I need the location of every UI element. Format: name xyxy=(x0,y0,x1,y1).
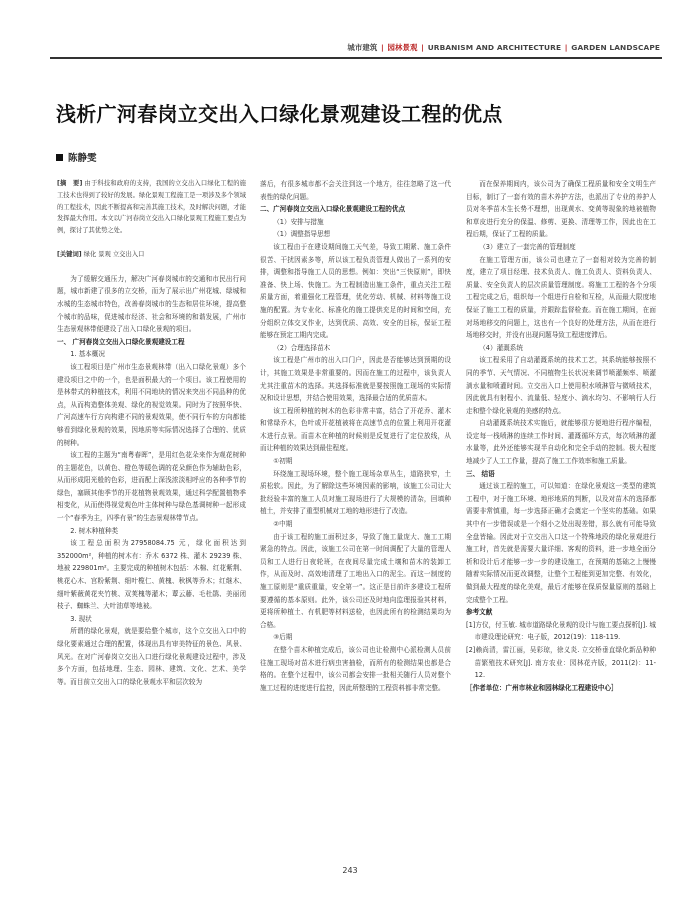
abstract xyxy=(57,178,246,237)
paragraph: 该工程总面积为27958084.75 元，绿化面积达到 352000m²，种植的树木有：乔木 6372 株、灌木 29239 株、地被 229801m²。主要完成的种植树木包括：木棉、红花紫荆、桃花心木、宫粉紫荆、细叶榄仁、黄槐、秋枫等乔木；红继木、细叶紫薇黄花夹竹桃、双荚槐等灌木；蕈云藤、毛杜鹃、美丽闭枝子、蜘蛛兰、大叶油草等地被。 xyxy=(57,539,246,611)
subheading: 1. 基本概况 xyxy=(70,350,105,359)
column-1 xyxy=(57,178,246,688)
subheading: ②中期 xyxy=(273,520,293,529)
subheading: 2. 树木种植种类 xyxy=(70,526,119,535)
paragraph: 自动灌溉系统技术实施后，就能够很方便地进行程序编程，设定每一栈喷淋的连续工作时间、灌溉循环方式，每次喷淋的灌水量等，此外还能够实现半自动化和完全手动的控制。极大程度地减少了人工工作量，提高了施工工作效率和施工质量。 xyxy=(466,419,656,466)
subheading: 3. 现状 xyxy=(70,614,92,623)
keywords-text: 绿化 景观 立交出入口 xyxy=(83,250,145,258)
paragraph: 而在保养期间内，该公司为了确保工程质量和安全文明生产目标，制订了一套有效的苗木养护方法，也派出了专业的养护人员对冬季苗木生长势不理想，出现黄水、变黄等现象的地被植物和草皮进行充分的保温、修剪、更换、清理等工作，因此也在工程后期，保证了工程的质量。 xyxy=(466,180,656,239)
paragraph: 在整个苗木种植完成后，该公司也让检测中心派检测人员前往施工现场对苗木进行病虫害抽检，而所有的检测结果也都是合格的。在整个过程中，该公司都会安排一批相关随行人员对整个施工过程的进度进行监控，因此所整理的工程资料都非常完整。 xyxy=(260,645,451,692)
paragraph: 通过该工程的施工，可以知道：在绿化景观这一类型的建筑工程中，对于施工环境、地形地质的判断，以及对苗木的选择都需要非常慎重，每一步选择正确才会奠定一个坚实的基础。如果其中有一步错误或是一个细小之处出现差错，那么就有可能导致全盘皆输。因此对于立交出入口这一个特殊地段的绿化景观进行施工时，首先就是需要大量详细、客观的资料，进一步地全面分析和设计后才能够一步一步的建设施工，在预期的基础之上慢慢随着实际情况而更改调整，让整个工程能到更加完整、有效化，做到最大程度的绿化美观，最后才能够在保质保量原则的基础上完成整个工程。 xyxy=(466,482,656,604)
article-title: 浅析广河春岗立交出入口绿化景观建设工程的优点 xyxy=(56,102,503,126)
author-name: 陈静雯 xyxy=(68,153,97,164)
abstract-tag: [摘 要] xyxy=(57,180,83,187)
reference-item: [1]方仪，付玉敏. 城市道路绿化景观的设计与施工要点探析[J]. 城市建设理论研究：电子版，2012(19)：118-119. xyxy=(466,620,656,642)
paragraph: 该工程项目是广州市生态景观林带（出入口绿化景观）多个建设项目之中的一个，也是面积最大的一个项目。该工程使用的是林带式的种植技术，利用不同地块的情况来突出不同品种的优点，从而构造整体美观、绿化的视觉效果。同时为了按照华快、广河高速车行方向构建不同的景观效果，使不同行车的方向都能够看到绿化景观的效果，因地质等实际情况选择了合理的、优质的树种。 xyxy=(57,362,246,447)
paragraph: 所谓的绿化景观，就是要给整个城市，这个立交出入口中的绿化要素通过合理的配置，体现出具有审美特征的景色、风景、风光。在对广河春岗立交出入口进行绿化景观建设过程中，涉及多个方面，包括地理、生态、园林、建筑、文化、艺术、美学等。而目前立交出入口的绿化景观水平和层次较为 xyxy=(57,627,246,686)
subheading: （1）调整指导思想 xyxy=(273,230,331,239)
subheading: ③后期 xyxy=(273,633,293,642)
intro-paragraph: 为了缓解交通压力，解决广河春岗城市的交通和市民出行问题，城市新建了很多的立交桥，而为了展示出广州花城、绿城和水城的生态城市特色，改善春岗城市的生态和居住环境，提高整个城市的品味，促进城市经济、社会和环境的和谐发展，广州市生态景观林带便建设了出入口绿化景观的项目。 xyxy=(57,274,246,334)
paragraph: 环绕施工现场环境，整个施工现场杂草丛生，道路狭窄，土质松软。因此，为了解除这些环境因素的影响，该施工公司让大批经验丰富的施工人员对施工现场进行了大规模的清杂，回填种植土，并安排了重型机械对工地的地形进行了改造。 xyxy=(260,469,451,516)
subheading: （2）合理选择苗木 xyxy=(273,343,331,352)
header-separator: | xyxy=(564,43,568,52)
paragraph: 该工程的主题为“南粤春晖”，是用红色花朵来作为观花树种的主题花色，以黄色、橙色等暖色调的花朵颜色作为辅助色彩，从而形成阳光般的色彩，进而配上深浅浓淡相呼应的各种季节的绿色，塞顾其他季节的开花植物景观效果，通过科学配置植物季相变化，从而使得视觉观色叶主体树种与绿色基调树种一起形成一个“春季为主，四季有景”的生态景观林带节点。 xyxy=(57,451,246,523)
author-line xyxy=(56,150,97,164)
paragraph: 由于该工程的施工面积过多，导致了施工量庞大、施工工期紧急的特点。因此，该施工公司在第一时间调配了大量的管理人员和工人进行日夜轮班，在夜间尽量完成土壤和苗木的装卸工作，从而及时、高效地清理了工地出入口的泥尘。而这一制度的施工原则是“重质重量，安全第一”。这正是目前许多建设工程所要遵循的基本原则。此外，该公司还及时地向监理报验其材料，更将所种植土、有机肥等材料送检，也因此所有的检测结果均为合格。 xyxy=(260,532,451,629)
header-rule xyxy=(50,57,662,59)
paragraph: 该工程是广州市的出入口门户，因此是否能够达到预期的设计，其施工效果是非常重要的。因而在施工的过程中，该负责人尤其注重苗木的选择。其选择标准就是要按照施工现场的实际情况和设计思想，并结合使用效果，选择最合适的优质苗木。 xyxy=(260,356,451,403)
paragraph: 该工程采用了自动灌溉系统的技术工艺，其系统能够按照不同的季节、天气情况、不同植物生长状况来调节喷灌频率、喷灌淌水量和喷灌时间。立交出入口上使用积水喷淋管与微喷技术，因此就具有射程小、流量低、轻度小、滴水均匀、不影响行人行走和整个绿化景观的美感的特点。 xyxy=(466,356,656,415)
running-header xyxy=(347,42,660,53)
section-heading-1: 一、 广河春岗立交出入口绿化景观建设工程 xyxy=(57,337,185,346)
paragraph: 该工程由于在建设期间施工天气差，导致工期紧、施工条件很苦、干扰因素多等，所以该工程负责管理人做出了一系列的安排，调整和指导施工人员的思想。例如：突出“三快原则”，即快准备、快上场、快施工。为工程制造出施工条件，重点关注工程质量方面，着重强化工程管理，优化劳动、机械、材料等施工设施的配置。为专业化、标准化的施工提供充足的时间和空间，充分组织立体交叉作业，达到优质、高效、安全的目标，保证工程能够在预定工期内完成。 xyxy=(260,242,451,340)
header-cn-section: 城市建筑 xyxy=(347,43,378,52)
header-en-topic: GARDEN LANDSCAPE xyxy=(571,43,660,52)
paragraph: 落后，有很多城市都不会关注到这一个地方，往往忽略了这一代表性的绿化问题。 xyxy=(260,180,451,201)
keywords-tag: [关键词] xyxy=(57,250,82,258)
page-number: 243 xyxy=(342,866,358,875)
column-3 xyxy=(466,178,656,694)
header-en-text: URBANISM AND ARCHITECTURE xyxy=(427,43,562,52)
section-heading-3: 三、 结语 xyxy=(466,469,495,478)
subheading: （3）建立了一套完善的管理制度 xyxy=(479,242,576,251)
subheading: （4）灌溉系统 xyxy=(479,343,523,352)
paragraph: 在施工管理方面，该公司也建立了一套相对较为完善的制度，建立了项目经理、技术负责人、施工负责人、资料负责人、质量、安全负责人的层次质量管理制度。将施工工程的各个分项工程完成之后，组织每一个组进行自检和互检，从而最大限度地保证了施工工程的质量，并跟踪监督检查。而在施工期间，在面对场地移交的问题上，这也有一个良好的处理方法，从而在进行场地移交时，并没有出现问题导致工程进度滞后。 xyxy=(466,255,656,340)
author-unit: ［作者单位：广州市林业和园林绿化工程建设中心］ xyxy=(466,683,618,692)
reference-item: [2]赖尚清，雷江丽，吴彩琼，徐义炎. 立交桥垂直绿化新品种种苗繁殖技术研究[J]. 南方农业：园林花卉版，2011(2)：11-12. xyxy=(466,645,656,680)
subheading: ①初期 xyxy=(273,457,293,466)
keywords xyxy=(57,249,246,261)
column-2 xyxy=(260,178,451,694)
section-heading-2: 二、广河春岗立交出入口绿化景观建设工程的优点 xyxy=(260,205,406,214)
header-separator: | xyxy=(381,43,384,52)
paragraph: 该工程所种植的树木的色彩非常丰富，结合了开花乔、灌木和常绿乔木，色叶或开花植被将在高速节点的位置上利用开花灌木进行点景。而苗木在种植的时候则是反复进行了定位放线，从而让种植的效果达到最佳程度。 xyxy=(260,406,451,453)
square-bullet-icon xyxy=(56,154,63,161)
header-cn-topic: 园林景观 xyxy=(387,43,418,52)
abstract-text: 由于科技和政府的支持，我国的立交出入口绿化工程的施工技术也得到了较好的发展。绿化景观工程施工是一项涉及多个领域的工程技术，因此不断提高和完善其施工技术，及时解决问题，才能发挥最大作用。本文以广河春岗立交出入口绿化景观工程施工要点为例，探讨了其优势之处。 xyxy=(57,180,246,235)
subheading: （1）安排与措施 xyxy=(273,217,324,226)
references-title: 参考文献 xyxy=(466,608,493,617)
header-separator: | xyxy=(421,43,424,52)
